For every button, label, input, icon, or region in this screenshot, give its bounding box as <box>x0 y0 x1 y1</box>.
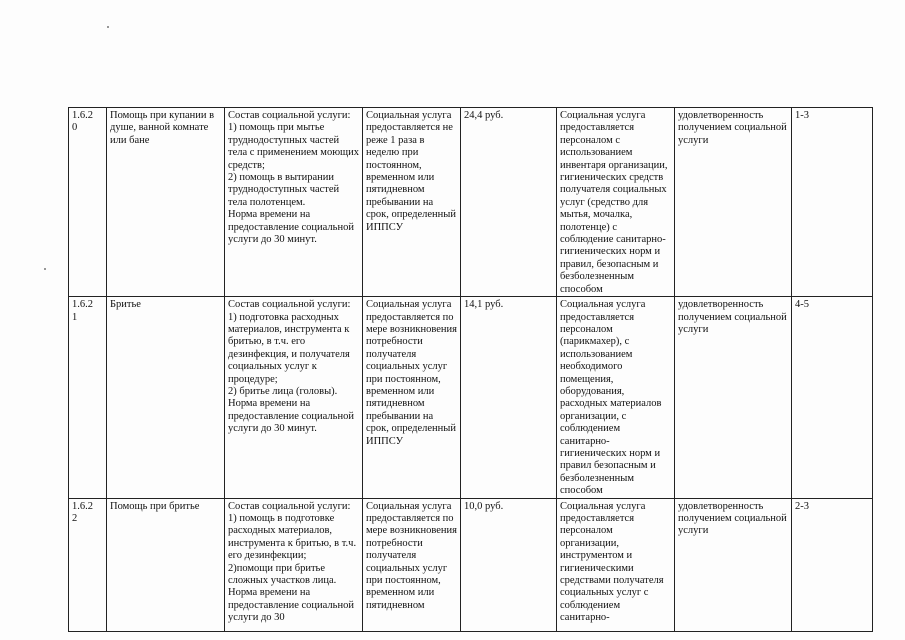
service-score: 2-3 <box>792 498 873 631</box>
service-score: 4-5 <box>792 297 873 499</box>
service-frequency: Социальная услуга предоставляется не реже 1 раза в неделю при постоянном, временном или пятидневном пребывании на срок, определенный ИППСУ <box>363 108 461 297</box>
service-number: 1.6.2 1 <box>69 297 107 499</box>
service-conditions: Социальная услуга предоставляется персоналом организации, инструментом и гигиеническими средствами получателя социальных услуг с соблюдением санитарно- <box>557 498 675 631</box>
service-frequency: Социальная услуга предоставляется по мере возникновения потребности получателя социальных услуг при постоянном, временном или пятидневном пребывании на срок, определенный ИППСУ <box>363 297 461 499</box>
service-content: Состав социальной услуги: 1) помощь в подготовке расходных материалов, инструмента к бритью, в т.ч. его дезинфекции; 2)помощи при бритье сложных участков лица. Норма времени на предоставление социальной услуги до 30 <box>225 498 363 631</box>
service-name: Помощь при купании в душе, ванной комнате или бане <box>107 108 225 297</box>
service-score: 1-3 <box>792 108 873 297</box>
service-conditions: Социальная услуга предоставляется персоналом с использованием инвентаря организации, гигиенических средств получателя социальных услуг (средство для мытья, мочалка, полотенце) с соблюдение санитарно-гигиенических норм и правил, безопасным и безболезненным способом <box>557 108 675 297</box>
service-price: 14,1 руб. <box>461 297 557 499</box>
service-criteria: удовлетворенность получением социальной услуги <box>675 498 792 631</box>
table-row <box>69 297 873 499</box>
service-number: 1.6.2 2 <box>69 498 107 631</box>
service-number: 1.6.2 0 <box>69 108 107 297</box>
service-frequency: Социальная услуга предоставляется по мере возникновения потребности получателя социальных услуг при постоянном, временном или пятидневном <box>363 498 461 631</box>
table-row <box>69 108 873 297</box>
service-criteria: удовлетворенность получением социальной услуги <box>675 297 792 499</box>
table-row <box>69 498 873 631</box>
service-criteria: удовлетворенность получением социальной услуги <box>675 108 792 297</box>
scan-dot <box>44 268 46 270</box>
service-name: Бритье <box>107 297 225 499</box>
service-price: 24,4 руб. <box>461 108 557 297</box>
service-conditions: Социальная услуга предоставляется персоналом (парикмахер), с использованием необходимого помещения, оборудования, расходных материалов организации, с соблюдением санитарно-гигиенических норм и правил безопасным и безболезненным способом <box>557 297 675 499</box>
service-price: 10,0 руб. <box>461 498 557 631</box>
services-table <box>68 107 873 632</box>
service-content: Состав социальной услуги: 1) помощь при мытье труднодоступных частей тела с применением моющих средств; 2) помощь в вытирании труднодоступных частей тела полотенцем. Норма времени на предоставление социальной услуги до 30 минут. <box>225 108 363 297</box>
scan-dot <box>107 26 109 28</box>
service-name: Помощь при бритье <box>107 498 225 631</box>
service-content: Состав социальной услуги: 1) подготовка расходных материалов, инструмента к бритью, в т.ч. его дезинфекция, и получателя социальных услуг к процедуре; 2) бритье лица (головы). Норма времени на предоставление социальной услуги до 30 минут. <box>225 297 363 499</box>
